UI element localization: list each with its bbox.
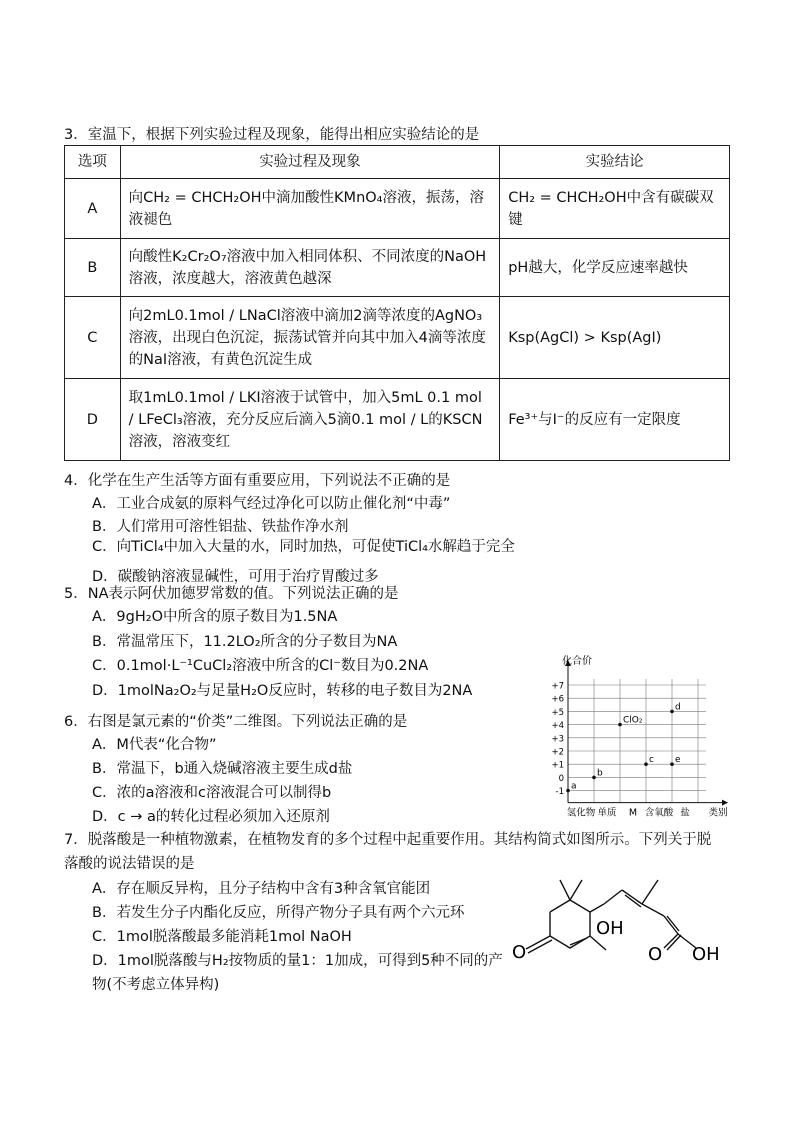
q6-title: 6．右图是氯元素的“价类”二维图。下列说法正确的是 [64,714,408,730]
data-point-label: b [597,768,603,779]
header-process: 实验过程及现象 [120,146,500,179]
x-tick-label: 盐 [680,807,690,819]
data-point [670,762,674,766]
table-row [65,239,730,297]
row-option: C [65,297,121,379]
x-tick-label: 单质 [597,807,617,819]
y-tick-label: +5 [551,707,564,718]
row-conclusion: pH越大，化学反应速率越快 [500,239,730,297]
x-tick-label: 含氧酸 [644,807,674,819]
x-axis-arrow [722,800,728,806]
q7-option-a: A．存在顺反异构，且分子结构中含有3种含氧官能团 [92,881,431,897]
valence-class-chart [528,652,728,824]
row-conclusion: Fe³⁺与I⁻的反应有一定限度 [500,379,730,461]
row-conclusion: CH₂ = CHCH₂OH中含有碳碳双键 [500,179,730,239]
experiment-table [64,145,730,461]
data-point-label: a [571,781,577,792]
row-process: 向酸性K₂Cr₂O₇溶液中加入相同体积、不同浓度的NaOH溶液，浓度越大，溶液黄色越深 [120,239,500,297]
header-conclusion: 实验结论 [500,146,730,179]
data-point [592,776,596,780]
table-row [65,379,730,461]
q4-title: 4．化学在生产生活等方面有重要应用，下列说法不正确的是 [64,473,451,489]
data-point [566,789,570,793]
q6-option-b: B．常温下，b通入烧碱溶液主要生成d盐 [92,761,353,777]
q5-option-c: C．0.1mol·L⁻¹CuCl₂溶液中所含的Cl⁻数目为0.2NA [92,658,429,674]
data-point [670,710,674,714]
y-tick-label: 0 [558,773,564,784]
abscisic-acid-structure [508,872,733,972]
x-tick-label: 氢化物 [566,807,596,819]
y-tick-label: +7 [551,681,564,692]
x-tick-label: M [628,807,638,819]
ketone-o-label: O [512,942,527,963]
q5-option-b: B．常温常压下，11.2LO₂所含的分子数目为NA [92,634,398,650]
data-point [644,762,648,766]
q6-option-c: C．浓的a溶液和c溶液混合可以制得b [92,785,332,801]
q4-option-c: C．向TiCl₄中加入大量的水，同时加热，可促使TiCl₄水解趋于完全 [92,539,515,555]
carboxyl-oh-label: OH [692,944,720,965]
y-tick-label: +6 [551,694,564,705]
q7-option-b: B．若发生分子内酯化反应，所得产物分子具有两个六元环 [92,905,465,921]
row-process: 取1mL0.1mol / LKI溶液于试管中，加入5mL 0.1 mol / LFeCl₃溶液，充分反应后滴入5滴0.1 mol / L的KSCN溶液，溶液变红 [120,379,500,461]
data-point-label: d [675,702,681,713]
q5-title: 5．NA表示阿伏加德罗常数的值。下列说法正确的是 [64,586,399,602]
q7-option-c: C．1mol脱落酸最多能消耗1mol NaOH [92,929,352,945]
x-axis-label: 类别 [708,807,728,819]
y-tick-label: -1 [555,787,564,798]
hydroxyl-label: OH [596,918,624,939]
q7-option-d: D．1mol脱落酸与H₂按物质的量1：1加成，可得到5种不同的产物(不考虑立体异构) [92,953,503,993]
q7-title: 7．脱落酸是一种植物激素，在植物发育的多个过程中起重要作用。其结构简式如图所示。下列关于脱落酸的说法错误的是 [64,832,712,872]
y-tick-label: +2 [551,747,564,758]
y-tick-label: +3 [551,734,564,745]
carbonyl-o-label: O [648,944,663,965]
table-header-row [65,146,730,179]
row-option: D [65,379,121,461]
row-conclusion: Ksp(AgCl) > Ksp(AgI) [500,297,730,379]
row-option: B [65,239,121,297]
y-tick-label: +1 [551,760,564,771]
q3-title: 3．室温下，根据下列实验过程及现象，能得出相应实验结论的是 [64,127,480,143]
data-point [618,723,622,727]
q4-option-d: D．碳酸钠溶液显碱性，可用于治疗胃酸过多 [92,569,379,585]
q4-option-b: B．人们常用可溶性铝盐、铁盐作净水剂 [92,519,349,535]
y-tick-label: +4 [551,721,564,732]
q6-option-d: D．c → a的转化过程必须加入还原剂 [92,809,330,825]
row-process: 向2mL0.1mol / LNaCl溶液中滴加2滴等浓度的AgNO₃溶液，出现白色沉淀，振荡试管并向其中加入4滴等浓度的NaI溶液，有黄色沉淀生成 [120,297,500,379]
y-axis-label: 化合价 [562,656,592,667]
row-option: A [65,179,121,239]
table-row [65,297,730,379]
q5-option-d: D．1molNa₂O₂与足量H₂O反应时，转移的电子数目为2NA [92,683,473,699]
q4-option-a: A．工业合成氨的原料气经过净化可以防止催化剂“中毒” [92,496,451,512]
row-process: 向CH₂ = CHCH₂OH中滴加酸性KMnO₄溶液，振荡，溶液褪色 [120,179,500,239]
data-point-label: ClO₂ [623,715,643,726]
q5-option-a: A．9gH₂O中所含的原子数目为1.5NA [92,609,338,625]
q6-option-a: A．M代表“化合物” [92,737,217,753]
header-option: 选项 [65,146,121,179]
data-point-label: e [675,755,681,766]
table-row [65,179,730,239]
data-point-label: c [649,755,654,766]
